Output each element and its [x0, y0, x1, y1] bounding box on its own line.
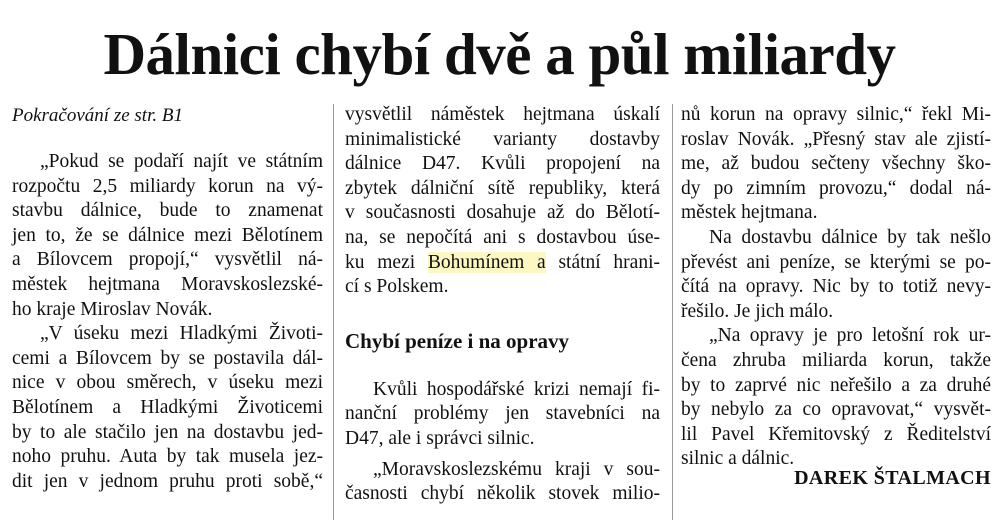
text-line: cemi a Bílovcem by se postavila dál- — [12, 347, 323, 369]
text-line: městek hejtmana Moravskoslezské- — [12, 273, 323, 295]
column-2-paragraph-3 — [345, 458, 660, 507]
column-2 — [345, 103, 660, 507]
text-line: roslav Novák. „Přesný stav ale zjistí- — [681, 128, 991, 150]
text-line: ho kraje Miroslav Novák. — [12, 298, 213, 320]
text-line: „Na opravy je pro letošní rok ur- — [709, 325, 991, 347]
subheading: Chybí peníze i na opravy — [345, 328, 570, 353]
text-line: nů korun na opravy silnic,“ řekl Mi- — [681, 104, 991, 125]
paragraph — [12, 150, 323, 322]
text-line: dit jen v jednom pruhu proti sobě,“ — [12, 470, 323, 492]
text-line: zbytek dálniční sítě republiky, která — [345, 177, 660, 199]
paragraph — [345, 378, 660, 452]
text-line: rozpočtu 2,5 miliardy korun na vý- — [12, 175, 323, 197]
paragraph — [681, 226, 991, 324]
text-line: by nebylo za co opravovat,“ vysvět- — [681, 399, 991, 421]
text-line: čena zhruba miliarda korun, takže — [681, 349, 991, 371]
text-line: převést ani peníze, se kterými se po- — [681, 251, 991, 273]
text-line: minimalistické varianty dostavby — [345, 128, 660, 150]
text-line: „Pokud se podaří najít ve státním — [40, 151, 323, 172]
column-3-body — [681, 103, 991, 472]
text-line: „V úseku mezi Hladkými Životi- — [40, 323, 323, 345]
text-line: lil Pavel Křemitovský z Ředitelství — [681, 423, 991, 445]
text-line: a Bílovcem propojí,“ vysvětlil ná- — [12, 249, 323, 271]
text-line: stavbu dálnice, bude to znamenat — [12, 200, 323, 222]
text-line: silnic a dálnic. — [681, 448, 795, 470]
text-line: nanční problémy jen stavebníci na — [345, 403, 660, 425]
text-line: na, se nepočítá ani s dostavbou úse- — [345, 226, 660, 248]
paragraph — [345, 103, 660, 251]
text-line: Na dostavbu dálnice by tak nešlo — [709, 226, 991, 248]
text-line: v současnosti dosahuje až do Bělotí- — [345, 202, 660, 224]
text-line: by to zaprvé nic neřešilo a za druhé — [681, 374, 991, 396]
text-line: řešilo. Je jich málo. — [681, 300, 834, 322]
text-line: městek hejtmana. — [681, 202, 818, 224]
headline: Dálnici chybí dvě a půl miliardy — [103, 21, 896, 87]
paragraph — [345, 458, 660, 507]
text-line: časnosti chybí několik stovek milio- — [345, 483, 660, 505]
column-1-body — [12, 150, 323, 494]
byline: DAREK ŠTALMACH — [794, 467, 991, 489]
paragraph — [12, 322, 323, 494]
text-line: Kvůli hospodářské krizi nemají fi- — [373, 378, 660, 400]
text-line: „Moravskoslezskému kraji v sou- — [373, 458, 660, 480]
text-line: D47, ale i správci silnic. — [345, 427, 535, 449]
text-line: me, až budou sečteny všechny ško- — [681, 153, 991, 175]
column-2-paragraph-1 — [345, 103, 660, 251]
column-1 — [12, 104, 323, 494]
text-line: cí s Polskem. — [345, 276, 449, 298]
continued-from: Pokračování ze str. B1 — [12, 105, 183, 126]
column-divider-1 — [333, 104, 334, 520]
text-line: noho pruhu. Auta by tak musela jez- — [12, 446, 323, 468]
text-line: dy po zimním provozu,“ dodal ná- — [681, 177, 991, 199]
column-2-paragraph-2 — [345, 378, 660, 452]
text-line: nice v obou směrech, v úseku mezi — [12, 372, 323, 394]
paragraph — [681, 324, 991, 472]
text-line: Bělotínem a Hladkými Životicemi — [12, 396, 323, 418]
column-3 — [681, 103, 991, 472]
text-line: dálnice D47. Kvůli propojení na — [345, 153, 660, 175]
highlighted-text: Bohumínem a — [427, 251, 546, 273]
text-line: by to ale stačilo jen na dostavbu jed- — [12, 421, 323, 443]
text-line: jen to, že se dálnice mezi Bělotínem — [12, 224, 323, 246]
text-line: vysvětlil náměstek hejtmana úskalí — [345, 104, 660, 125]
text-line: ku mezi Bohumínem a státní hrani- — [345, 251, 660, 273]
paragraph — [681, 103, 991, 226]
text-line: čítá na opravy. Nic by to totiž nevy- — [681, 276, 991, 298]
column-divider-2 — [672, 104, 673, 520]
